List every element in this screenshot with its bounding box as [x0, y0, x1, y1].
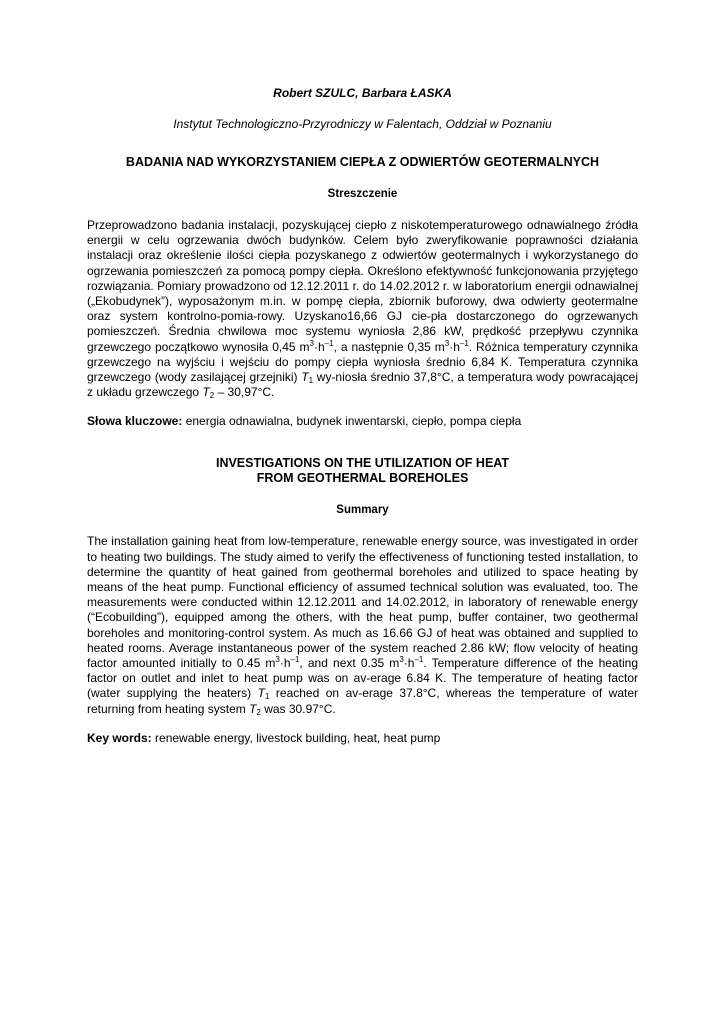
unit-exponent: 3	[275, 655, 280, 665]
keywords-label: Słowa kluczowe:	[87, 414, 183, 429]
authors: Robert SZULC, Barbara ŁASKA	[273, 86, 452, 100]
unit-text: ·h	[314, 339, 325, 354]
unit-exponent: 3	[309, 338, 314, 348]
variable-subscript: 1	[308, 376, 314, 386]
keywords-text: energia odnawialna, budynek inwentarski, ciepło, pompa ciepła	[182, 414, 522, 429]
summary-text-5: was 30.97°C.	[260, 701, 336, 716]
english-title-line-2: FROM GEOTHERMAL BOREHOLES	[256, 471, 469, 486]
variable-t: T	[257, 686, 265, 701]
unit-text: ·h	[449, 339, 460, 354]
variable-t: T	[249, 701, 257, 716]
english-title-line-1: INVESTIGATIONS ON THE UTILIZATION OF HEAT	[215, 456, 510, 471]
abstract-text-5: – 30,97°C.	[214, 385, 275, 400]
abstract-text-2: , a następnie 0,35 m	[333, 339, 445, 354]
page	[87, 86, 638, 746]
abstract-text-1: Przeprowadzono badania instalacji, pozyskującej ciepło z niskotemperaturowego odnawialnego źródła energii w celu ogrzewania dwóch budynków. Celem było zweryfikowanie poprawności działania instalacji oraz określenie ilości ciepła pozyskanego z odwiertów geotermalnych i wykorzystanego do ogrzewania pomieszczeń za pomocą pompy ciepła. Określono efektywność funkcjonowania przyjętego rozwiązania. Pomiary prowadzono od 12.12.2011 r. do 14.02.2012 r. w laboratorium energii odnawialnej („Ekobudynek”), wyposażonym m.in. w pompę ciepła, zbiornik buforowy, dwa odwierty geotermalne oraz system kontrolno-pomia-rowy. Uzyskano16,66 GJ cie-pła dostarczonego do ogrzewanych pomieszczeń. Średnia chwilowa moc systemu wyniosła 2,86 kW, prędkość przepływu czynnika grzewczego początkowo wynosiła 0,45 m	[87, 218, 638, 354]
affiliation: Instytut Technologiczno-Przyrodniczy w Falentach, Oddział w Poznaniu	[173, 117, 552, 131]
unit-exponent: 3	[399, 655, 404, 665]
summary-text-1: The installation gaining heat from low-temperature, renewable energy source, was investigated in order to heating two buildings. The study aimed to verify the effectiveness of functioning tested installation, to determine the quantity of heat gained from geothermal boreholes and utilized to space heating by means of the heat pump. Functional efficiency of assumed technical solution was evaluated, too. The measurements were conducted within 12.12.2011 and 14.02.2012, in laboratory of renewable energy (“Ecobuilding”), equipped among the others, with the heat pump, buffer container, two geothermal boreholes and monitoring-control system. As much as 16.66 GJ of heat was obtained and supplied to heated rooms. Average instantaneous power of the system reached 2.86 kW; flow velocity of heating factor amounted initially to 0.45 m	[87, 534, 638, 671]
variable-t: T	[301, 370, 309, 385]
unit-exponent: –1	[459, 338, 469, 348]
english-title	[87, 456, 638, 486]
unit-exponent: –1	[290, 655, 300, 665]
abstract-text-4: wy-niosła średnio 37,8°C, a temperatura wody powracającej z układu grzewczego	[87, 370, 638, 400]
summary-text-2: , and next 0.35 m	[299, 656, 400, 671]
keywords-text: renewable energy, livestock building, heat, heat pump	[151, 730, 441, 745]
variable-subscript: 2	[209, 391, 215, 401]
unit-exponent: –1	[324, 338, 334, 348]
summary-heading: Summary	[336, 504, 389, 517]
abstract-heading: Streszczenie	[327, 188, 398, 200]
polish-abstract	[87, 218, 638, 400]
summary-text-4: reached on av-erage 37.8°C, whereas the temperature of water returning from heating system	[87, 686, 638, 716]
polish-keywords	[87, 414, 638, 429]
unit-exponent: –1	[414, 655, 424, 665]
unit-text: ·h	[279, 656, 291, 671]
keywords-label: Key words:	[87, 730, 152, 745]
english-summary	[87, 534, 638, 716]
english-keywords	[87, 731, 638, 746]
summary-text-3: . Temperature difference of the heating factor on outlet and inlet to heat pump was on av-erage 6.84 K. The temperature of heating factor (water supplying the heaters)	[87, 656, 638, 701]
abstract-text-3: . Różnica temperatury czynnika grzewczego na wyjściu i wejściu do pompy ciepła wyniosła średnio 6,84 K. Temperatura czynnika grzewczego (wody zasilającej grzejniki)	[87, 339, 639, 385]
polish-title: BADANIA NAD WYKORZYSTANIEM CIEPŁA Z ODWIERTÓW GEOTERMALNYCH	[125, 155, 600, 169]
unit-exponent: 3	[444, 338, 450, 348]
variable-subscript: 2	[256, 707, 261, 717]
variable-subscript: 1	[264, 692, 270, 702]
variable-t: T	[202, 385, 210, 400]
unit-text: ·h	[403, 656, 415, 671]
